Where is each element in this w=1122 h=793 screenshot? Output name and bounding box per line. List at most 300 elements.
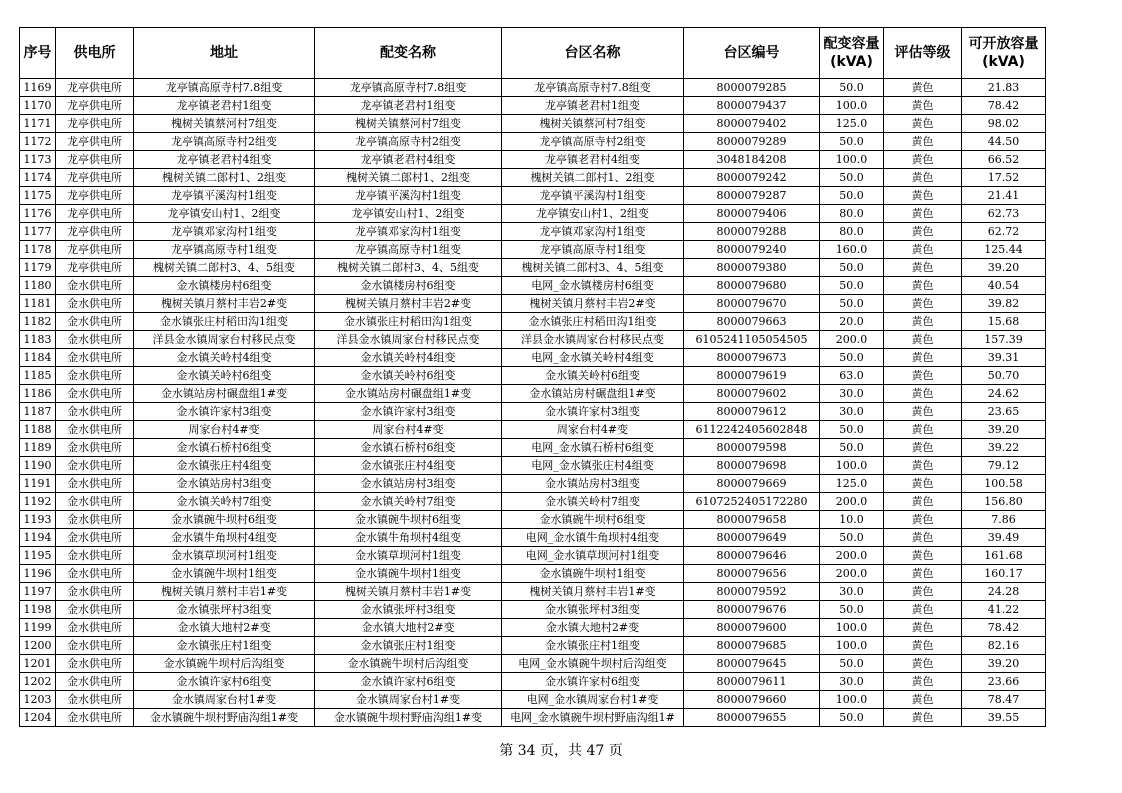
cell-area-name: 龙亭镇高原寺村1组变: [502, 241, 684, 259]
cell-area-name: 龙亭镇老君村1组变: [502, 97, 684, 115]
cell-address: 金水镇大地村2#变: [134, 619, 315, 637]
cell-capacity: 100.0: [820, 151, 884, 169]
cell-area-name: 龙亭镇平溪沟村1组变: [502, 187, 684, 205]
cell-station: 金水供电所: [56, 673, 134, 691]
table-row: [20, 691, 1046, 709]
cell-station: 金水供电所: [56, 511, 134, 529]
cell-grade: 黄色: [884, 241, 962, 259]
cell-area-name: 槐树关镇二郎村1、2组变: [502, 169, 684, 187]
cell-grade: 黄色: [884, 439, 962, 457]
header-row: [20, 28, 1046, 79]
table-row: [20, 457, 1046, 475]
cell-area-code: 8000079242: [684, 169, 820, 187]
cell-seq: 1180: [20, 277, 56, 295]
cell-transformer: 金水镇张庄村4组变: [315, 457, 502, 475]
cell-available: 39.20: [962, 655, 1046, 673]
cell-capacity: 63.0: [820, 367, 884, 385]
cell-capacity: 200.0: [820, 565, 884, 583]
table-row: [20, 421, 1046, 439]
header-area-code: 台区编号: [684, 28, 820, 79]
cell-capacity: 50.0: [820, 529, 884, 547]
cell-capacity: 30.0: [820, 583, 884, 601]
cell-address: 金水镇张庄村4组变: [134, 457, 315, 475]
cell-seq: 1191: [20, 475, 56, 493]
cell-station: 金水供电所: [56, 565, 134, 583]
cell-available: 82.16: [962, 637, 1046, 655]
cell-capacity: 50.0: [820, 169, 884, 187]
cell-grade: 黄色: [884, 529, 962, 547]
cell-capacity: 100.0: [820, 691, 884, 709]
cell-available: 41.22: [962, 601, 1046, 619]
cell-available: 39.31: [962, 349, 1046, 367]
cell-address: 金水镇碗牛坝村6组变: [134, 511, 315, 529]
cell-grade: 黄色: [884, 565, 962, 583]
cell-available: 24.28: [962, 583, 1046, 601]
cell-transformer: 龙亭镇安山村1、2组变: [315, 205, 502, 223]
cell-grade: 黄色: [884, 547, 962, 565]
cell-transformer: 金水镇许家村3组变: [315, 403, 502, 421]
cell-area-name: 金水镇站房村3组变: [502, 475, 684, 493]
cell-area-code: 8000079670: [684, 295, 820, 313]
cell-transformer: 周家台村4#变: [315, 421, 502, 439]
table-row: [20, 709, 1046, 727]
cell-transformer: 金水镇关岭村6组变: [315, 367, 502, 385]
cell-available: 62.72: [962, 223, 1046, 241]
cell-area-code: 8000079285: [684, 79, 820, 97]
cell-area-name: 金水镇许家村6组变: [502, 673, 684, 691]
cell-address: 金水镇楼房村6组变: [134, 277, 315, 295]
cell-station: 金水供电所: [56, 619, 134, 637]
cell-area-name: 金水镇站房村碾盘组1#变: [502, 385, 684, 403]
cell-seq: 1185: [20, 367, 56, 385]
cell-grade: 黄色: [884, 475, 962, 493]
table-row: [20, 403, 1046, 421]
cell-capacity: 30.0: [820, 385, 884, 403]
cell-available: 40.54: [962, 277, 1046, 295]
cell-available: 23.65: [962, 403, 1046, 421]
cell-area-name: 电网_金水镇楼房村6组变: [502, 277, 684, 295]
cell-capacity: 50.0: [820, 79, 884, 97]
cell-available: 7.86: [962, 511, 1046, 529]
table-row: [20, 331, 1046, 349]
table-row: [20, 133, 1046, 151]
cell-area-code: 8000079619: [684, 367, 820, 385]
header-area-name: 台区名称: [502, 28, 684, 79]
cell-grade: 黄色: [884, 259, 962, 277]
cell-seq: 1196: [20, 565, 56, 583]
cell-transformer: 槐树关镇月蔡村丰岩2#变: [315, 295, 502, 313]
cell-seq: 1194: [20, 529, 56, 547]
cell-station: 金水供电所: [56, 493, 134, 511]
cell-grade: 黄色: [884, 637, 962, 655]
cell-area-code: 8000079406: [684, 205, 820, 223]
cell-transformer: 金水镇石桥村6组变: [315, 439, 502, 457]
cell-station: 龙亭供电所: [56, 241, 134, 259]
cell-area-code: 8000079676: [684, 601, 820, 619]
cell-station: 金水供电所: [56, 403, 134, 421]
cell-transformer: 金水镇关岭村4组变: [315, 349, 502, 367]
cell-grade: 黄色: [884, 493, 962, 511]
cell-area-code: 8000079663: [684, 313, 820, 331]
cell-station: 龙亭供电所: [56, 151, 134, 169]
cell-capacity: 100.0: [820, 97, 884, 115]
cell-station: 金水供电所: [56, 295, 134, 313]
cell-seq: 1193: [20, 511, 56, 529]
cell-seq: 1190: [20, 457, 56, 475]
cell-address: 金水镇牛角坝村4组变: [134, 529, 315, 547]
cell-station: 龙亭供电所: [56, 187, 134, 205]
cell-seq: 1188: [20, 421, 56, 439]
cell-seq: 1178: [20, 241, 56, 259]
table-row: [20, 223, 1046, 241]
cell-transformer: 金水镇大地村2#变: [315, 619, 502, 637]
cell-capacity: 50.0: [820, 133, 884, 151]
cell-transformer: 金水镇牛角坝村4组变: [315, 529, 502, 547]
cell-seq: 1169: [20, 79, 56, 97]
cell-area-name: 金水镇碗牛坝村6组变: [502, 511, 684, 529]
table-row: [20, 493, 1046, 511]
cell-grade: 黄色: [884, 403, 962, 421]
cell-seq: 1172: [20, 133, 56, 151]
cell-grade: 黄色: [884, 583, 962, 601]
cell-address: 金水镇草坝河村1组变: [134, 547, 315, 565]
cell-seq: 1177: [20, 223, 56, 241]
cell-seq: 1192: [20, 493, 56, 511]
cell-address: 龙亭镇高原寺村2组变: [134, 133, 315, 151]
table-row: [20, 151, 1046, 169]
cell-address: 槐树关镇二郎村1、2组变: [134, 169, 315, 187]
cell-area-code: 8000079646: [684, 547, 820, 565]
cell-area-code: 8000079656: [684, 565, 820, 583]
cell-address: 金水镇站房村碾盘组1#变: [134, 385, 315, 403]
cell-area-name: 电网_金水镇张庄村4组变: [502, 457, 684, 475]
cell-capacity: 20.0: [820, 313, 884, 331]
cell-area-code: 6107252405172280: [684, 493, 820, 511]
cell-available: 78.47: [962, 691, 1046, 709]
table-row: [20, 655, 1046, 673]
cell-available: 125.44: [962, 241, 1046, 259]
cell-grade: 黄色: [884, 385, 962, 403]
table-row: [20, 187, 1046, 205]
cell-available: 39.20: [962, 259, 1046, 277]
cell-station: 龙亭供电所: [56, 79, 134, 97]
cell-station: 龙亭供电所: [56, 115, 134, 133]
cell-seq: 1197: [20, 583, 56, 601]
cell-capacity: 10.0: [820, 511, 884, 529]
cell-station: 金水供电所: [56, 277, 134, 295]
table-row: [20, 367, 1046, 385]
cell-grade: 黄色: [884, 673, 962, 691]
cell-area-name: 金水镇关岭村6组变: [502, 367, 684, 385]
cell-grade: 黄色: [884, 97, 962, 115]
cell-available: 39.49: [962, 529, 1046, 547]
cell-grade: 黄色: [884, 187, 962, 205]
cell-address: 金水镇关岭村6组变: [134, 367, 315, 385]
cell-area-name: 龙亭镇高原寺村2组变: [502, 133, 684, 151]
cell-area-code: 6105241105054505: [684, 331, 820, 349]
cell-station: 金水供电所: [56, 439, 134, 457]
cell-station: 金水供电所: [56, 367, 134, 385]
cell-transformer: 龙亭镇高原寺村7.8组变: [315, 79, 502, 97]
cell-area-name: 金水镇张坪村3组变: [502, 601, 684, 619]
table-row: [20, 673, 1046, 691]
cell-grade: 黄色: [884, 331, 962, 349]
cell-area-code: 8000079673: [684, 349, 820, 367]
cell-grade: 黄色: [884, 223, 962, 241]
cell-address: 金水镇站房村3组变: [134, 475, 315, 493]
cell-area-code: 8000079611: [684, 673, 820, 691]
cell-capacity: 50.0: [820, 709, 884, 727]
cell-station: 金水供电所: [56, 655, 134, 673]
cell-grade: 黄色: [884, 349, 962, 367]
cell-area-name: 电网_金水镇牛角坝村4组变: [502, 529, 684, 547]
cell-seq: 1170: [20, 97, 56, 115]
cell-area-name: 电网_金水镇周家台村1#变: [502, 691, 684, 709]
table-row: [20, 547, 1046, 565]
table-row: [20, 241, 1046, 259]
cell-area-name: 电网_金水镇石桥村6组变: [502, 439, 684, 457]
cell-station: 龙亭供电所: [56, 169, 134, 187]
table-row: [20, 295, 1046, 313]
cell-area-code: 8000079289: [684, 133, 820, 151]
table-row: [20, 511, 1046, 529]
cell-area-name: 金水镇张庄村1组变: [502, 637, 684, 655]
cell-address: 龙亭镇老君村4组变: [134, 151, 315, 169]
cell-transformer: 金水镇关岭村7组变: [315, 493, 502, 511]
cell-seq: 1186: [20, 385, 56, 403]
table-row: [20, 619, 1046, 637]
cell-area-code: 8000079669: [684, 475, 820, 493]
cell-transformer: 龙亭镇高原寺村2组变: [315, 133, 502, 151]
table-row: [20, 313, 1046, 331]
cell-transformer: 金水镇碗牛坝村野庙沟组1#变: [315, 709, 502, 727]
cell-grade: 黄色: [884, 133, 962, 151]
cell-area-code: 8000079645: [684, 655, 820, 673]
cell-capacity: 100.0: [820, 457, 884, 475]
cell-available: 78.42: [962, 97, 1046, 115]
cell-area-code: 8000079612: [684, 403, 820, 421]
cell-capacity: 160.0: [820, 241, 884, 259]
cell-address: 洋县金水镇周家台村移民点变: [134, 331, 315, 349]
header-address: 地址: [134, 28, 315, 79]
cell-transformer: 洋县金水镇周家台村移民点变: [315, 331, 502, 349]
cell-available: 161.68: [962, 547, 1046, 565]
cell-area-name: 电网_金水镇关岭村4组变: [502, 349, 684, 367]
cell-grade: 黄色: [884, 151, 962, 169]
cell-grade: 黄色: [884, 367, 962, 385]
header-transformer: 配变名称: [315, 28, 502, 79]
cell-grade: 黄色: [884, 79, 962, 97]
cell-address: 龙亭镇邓家沟村1组变: [134, 223, 315, 241]
cell-address: 金水镇许家村6组变: [134, 673, 315, 691]
cell-address: 龙亭镇老君村1组变: [134, 97, 315, 115]
cell-address: 金水镇周家台村1#变: [134, 691, 315, 709]
cell-transformer: 槐树关镇月蔡村丰岩1#变: [315, 583, 502, 601]
cell-address: 槐树关镇二郎村3、4、5组变: [134, 259, 315, 277]
cell-available: 66.52: [962, 151, 1046, 169]
table-row: [20, 349, 1046, 367]
cell-station: 金水供电所: [56, 691, 134, 709]
cell-transformer: 金水镇楼房村6组变: [315, 277, 502, 295]
table-row: [20, 259, 1046, 277]
cell-transformer: 金水镇草坝河村1组变: [315, 547, 502, 565]
cell-area-code: 8000079598: [684, 439, 820, 457]
cell-seq: 1187: [20, 403, 56, 421]
cell-address: 金水镇张庄村1组变: [134, 637, 315, 655]
cell-capacity: 200.0: [820, 331, 884, 349]
cell-capacity: 125.0: [820, 115, 884, 133]
cell-transformer: 金水镇许家村6组变: [315, 673, 502, 691]
table-row: [20, 565, 1046, 583]
cell-available: 157.39: [962, 331, 1046, 349]
cell-area-code: 6112242405602848: [684, 421, 820, 439]
cell-area-code: 8000079658: [684, 511, 820, 529]
cell-grade: 黄色: [884, 277, 962, 295]
header-grade: 评估等级: [884, 28, 962, 79]
cell-area-name: 电网_金水镇碗牛坝村野庙沟组1#: [502, 709, 684, 727]
cell-transformer: 金水镇张庄村稻田沟1组变: [315, 313, 502, 331]
cell-area-name: 电网_金水镇草坝河村1组变: [502, 547, 684, 565]
cell-available: 24.62: [962, 385, 1046, 403]
cell-seq: 1175: [20, 187, 56, 205]
cell-capacity: 50.0: [820, 187, 884, 205]
cell-seq: 1203: [20, 691, 56, 709]
cell-address: 龙亭镇平溪沟村1组变: [134, 187, 315, 205]
cell-area-code: 8000079592: [684, 583, 820, 601]
cell-area-name: 龙亭镇高原寺村7.8组变: [502, 79, 684, 97]
table-row: [20, 529, 1046, 547]
cell-station: 金水供电所: [56, 529, 134, 547]
table-row: [20, 583, 1046, 601]
cell-grade: 黄色: [884, 511, 962, 529]
cell-station: 金水供电所: [56, 709, 134, 727]
cell-capacity: 80.0: [820, 205, 884, 223]
cell-station: 金水供电所: [56, 475, 134, 493]
cell-address: 金水镇碗牛坝村野庙沟组1#变: [134, 709, 315, 727]
cell-address: 金水镇关岭村7组变: [134, 493, 315, 511]
cell-available: 100.58: [962, 475, 1046, 493]
cell-capacity: 100.0: [820, 619, 884, 637]
cell-capacity: 125.0: [820, 475, 884, 493]
table-row: [20, 115, 1046, 133]
cell-grade: 黄色: [884, 601, 962, 619]
cell-grade: 黄色: [884, 115, 962, 133]
table-row: [20, 277, 1046, 295]
cell-area-code: 8000079600: [684, 619, 820, 637]
cell-available: 39.20: [962, 421, 1046, 439]
cell-area-code: 8000079685: [684, 637, 820, 655]
cell-area-code: 8000079437: [684, 97, 820, 115]
cell-address: 槐树关镇月蔡村丰岩1#变: [134, 583, 315, 601]
cell-seq: 1179: [20, 259, 56, 277]
cell-transformer: 槐树关镇二郎村3、4、5组变: [315, 259, 502, 277]
cell-transformer: 龙亭镇老君村1组变: [315, 97, 502, 115]
cell-station: 龙亭供电所: [56, 133, 134, 151]
cell-transformer: 金水镇周家台村1#变: [315, 691, 502, 709]
cell-capacity: 50.0: [820, 277, 884, 295]
cell-grade: 黄色: [884, 655, 962, 673]
cell-area-code: 8000079649: [684, 529, 820, 547]
cell-area-name: 龙亭镇老君村4组变: [502, 151, 684, 169]
cell-grade: 黄色: [884, 169, 962, 187]
cell-available: 39.82: [962, 295, 1046, 313]
cell-station: 金水供电所: [56, 601, 134, 619]
cell-grade: 黄色: [884, 709, 962, 727]
cell-station: 金水供电所: [56, 313, 134, 331]
cell-area-code: 8000079698: [684, 457, 820, 475]
cell-station: 金水供电所: [56, 637, 134, 655]
cell-area-name: 金水镇大地村2#变: [502, 619, 684, 637]
cell-area-name: 龙亭镇安山村1、2组变: [502, 205, 684, 223]
cell-transformer: 槐树关镇二郎村1、2组变: [315, 169, 502, 187]
cell-area-name: 槐树关镇月蔡村丰岩1#变: [502, 583, 684, 601]
cell-station: 龙亭供电所: [56, 223, 134, 241]
cell-area-code: 8000079660: [684, 691, 820, 709]
table-row: [20, 97, 1046, 115]
cell-capacity: 50.0: [820, 601, 884, 619]
cell-area-name: 金水镇许家村3组变: [502, 403, 684, 421]
cell-address: 槐树关镇月蔡村丰岩2#变: [134, 295, 315, 313]
cell-address: 龙亭镇高原寺村7.8组变: [134, 79, 315, 97]
cell-capacity: 80.0: [820, 223, 884, 241]
cell-transformer: 龙亭镇平溪沟村1组变: [315, 187, 502, 205]
cell-transformer: 龙亭镇高原寺村1组变: [315, 241, 502, 259]
cell-available: 50.70: [962, 367, 1046, 385]
cell-grade: 黄色: [884, 295, 962, 313]
cell-area-code: 8000079402: [684, 115, 820, 133]
cell-transformer: 金水镇碗牛坝村后沟组变: [315, 655, 502, 673]
table-row: [20, 601, 1046, 619]
cell-area-name: 龙亭镇邓家沟村1组变: [502, 223, 684, 241]
cell-area-code: 8000079240: [684, 241, 820, 259]
cell-capacity: 30.0: [820, 673, 884, 691]
page-footer: 第 34 页，共 47 页: [499, 743, 623, 759]
cell-area-name: 槐树关镇蔡河村7组变: [502, 115, 684, 133]
cell-station: 金水供电所: [56, 421, 134, 439]
cell-grade: 黄色: [884, 619, 962, 637]
cell-available: 21.41: [962, 187, 1046, 205]
cell-area-code: 8000079655: [684, 709, 820, 727]
cell-station: 金水供电所: [56, 583, 134, 601]
cell-area-name: 槐树关镇月蔡村丰岩2#变: [502, 295, 684, 313]
cell-capacity: 200.0: [820, 547, 884, 565]
cell-seq: 1204: [20, 709, 56, 727]
cell-seq: 1181: [20, 295, 56, 313]
cell-capacity: 100.0: [820, 637, 884, 655]
header-capacity: 配变容量 (kVA): [820, 28, 884, 79]
header-station: 供电所: [56, 28, 134, 79]
cell-capacity: 50.0: [820, 349, 884, 367]
cell-address: 金水镇石桥村6组变: [134, 439, 315, 457]
header-available: 可开放容量 (kVA): [962, 28, 1046, 79]
cell-capacity: 50.0: [820, 259, 884, 277]
header-seq: 序号: [20, 28, 56, 79]
cell-grade: 黄色: [884, 691, 962, 709]
cell-transformer: 槐树关镇蔡河村7组变: [315, 115, 502, 133]
cell-area-name: 电网_金水镇碗牛坝村后沟组变: [502, 655, 684, 673]
cell-available: 44.50: [962, 133, 1046, 151]
cell-available: 21.83: [962, 79, 1046, 97]
cell-area-code: 8000079602: [684, 385, 820, 403]
cell-capacity: 200.0: [820, 493, 884, 511]
cell-seq: 1184: [20, 349, 56, 367]
table-row: [20, 637, 1046, 655]
cell-area-name: 槐树关镇二郎村3、4、5组变: [502, 259, 684, 277]
table-row: [20, 79, 1046, 97]
capacity-table: [19, 27, 1046, 727]
cell-available: 78.42: [962, 619, 1046, 637]
cell-area-code: 8000079288: [684, 223, 820, 241]
